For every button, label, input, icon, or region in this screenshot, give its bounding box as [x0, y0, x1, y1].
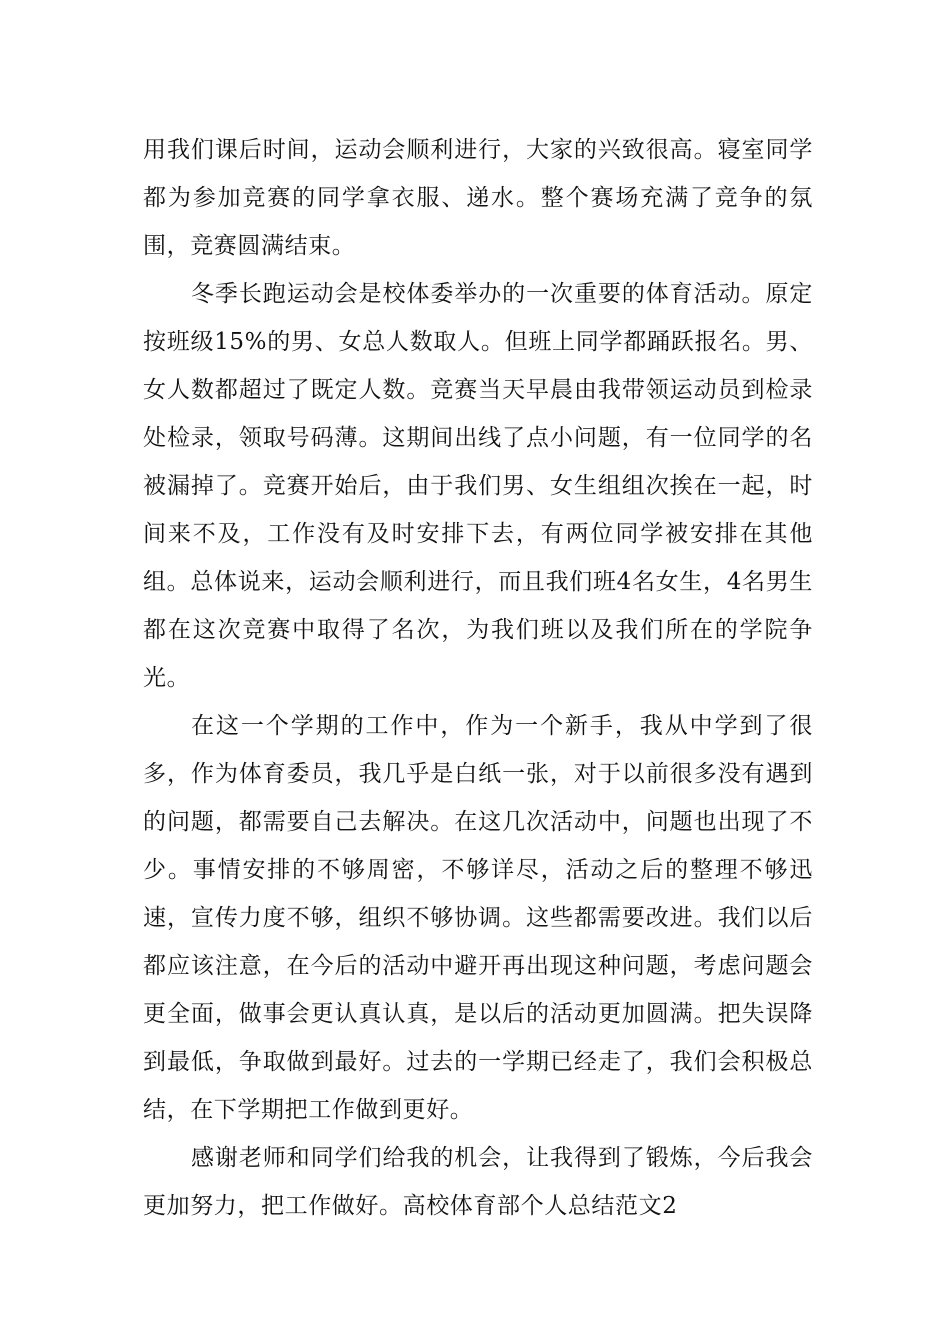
paragraph-2: 冬季长跑运动会是校体委举办的一次重要的体育活动。原定按班级15%的男、女总人数取人。但班上同学都踊跃报名。男、女人数都超过了既定人数。竞赛当天早晨由我带领运动员到检录处检录，领取号码薄。这期间出线了点小问题，有一位同学的名被漏掉了。竞赛开始后，由于我们男、女生组组次挨在一起，时间来不及，工作没有及时安排下去，有两位同学被安排在其他组。总体说来，运动会顺利进行，而且我们班4名女生，4名男生都在这次竞赛中取得了名次，为我们班以及我们所在的学院争光。 — [143, 281, 813, 691]
paragraph-3: 在这一个学期的工作中，作为一个新手，我从中学到了很多，作为体育委员，我几乎是白纸一张，对于以前很多没有遇到的问题，都需要自己去解决。在这几次活动中，问题也出现了不少。事情安排的不够周密，不够详尽，活动之后的整理不够迅速，宣传力度不够，组织不够协调。这些都需要改进。我们以后都应该注意，在今后的活动中避开再出现这种问题，考虑问题会更全面，做事会更认真认真，是以后的活动更加圆满。把失误降到最低，争取做到最好。过去的一学期已经走了，我们会积极总结，在下学期把工作做到更好。 — [143, 713, 813, 1123]
paragraph-1: 用我们课后时间，运动会顺利进行，大家的兴致很高。寝室同学都为参加竞赛的同学拿衣服、递水。整个赛场充满了竞争的氛围，竞赛圆满结束。 — [143, 137, 813, 259]
document-body — [143, 126, 813, 1230]
paragraph-4: 感谢老师和同学们给我的机会，让我得到了锻炼，今后我会更加努力，把工作做好。高校体育部个人总结范文2 — [143, 1145, 813, 1219]
